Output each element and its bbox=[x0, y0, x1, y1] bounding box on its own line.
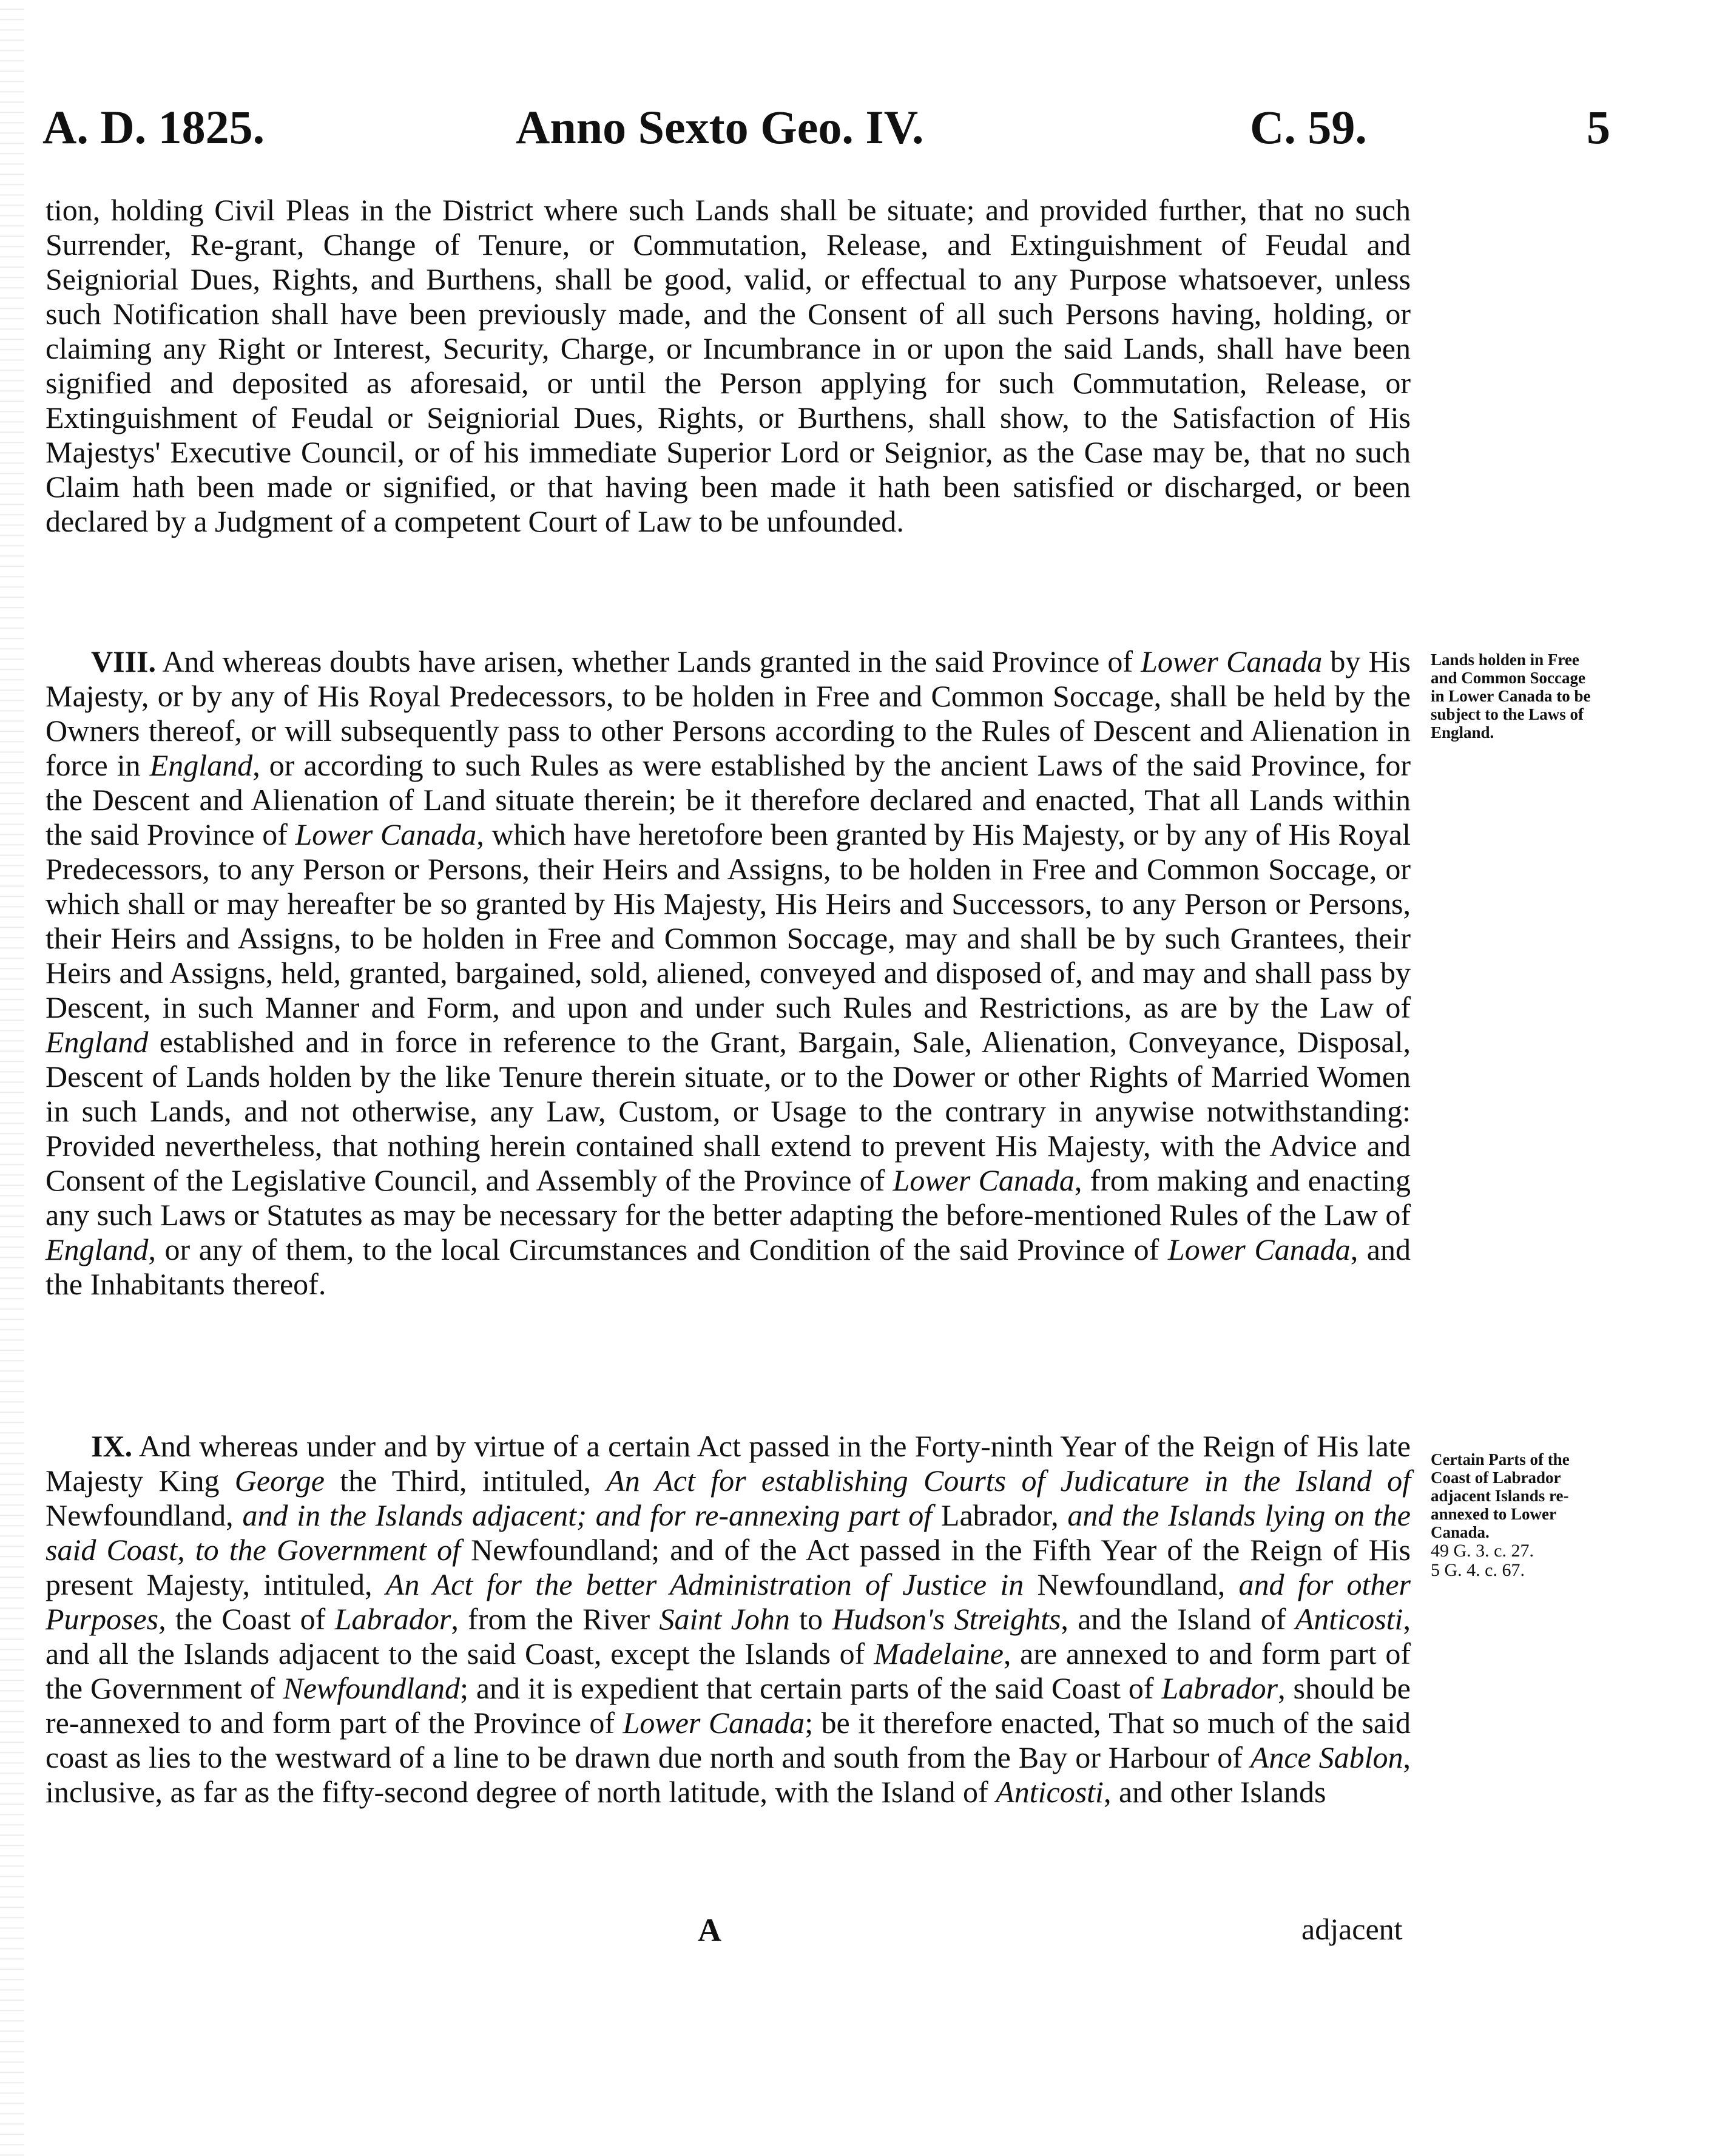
binding-gutter bbox=[0, 0, 24, 2156]
page-number: 5 bbox=[1587, 101, 1610, 154]
section-ix-text: IX. And whereas under and by virtue of a certain Act passed in the Forty-ninth Year of the Reign of His late Majesty King George the Third, intituled, An Act for establishing Courts of Judicature in the Island of Newfoundland, and in the Islands adjacent; and for re-annexing part of Labrador, and the Islands lying on the said Coast, to the Government of Newfoundland; and of the Act passed in the Fifth Year of the Reign of His present Majesty, intituled, An Act for the better Administration of Justice in Newfoundland, and for other Purposes, the Coast of Labrador, from the River Saint John to Hudson's Streights, and the Island of Anticosti, and all the Islands adjacent to the said Coast, except the Islands of Madelaine, are annexed to and form part of the Government of Newfoundland; and it is expedient that certain parts of the said Coast of Labrador, should be re-annexed to and form part of the Province of Lower Canada; be it therefore enacted, That so much of the said coast as lies to the westward of a line to be drawn due north and south from the Bay or Harbour of Ance Sablon, inclusive, as far as the fifty-second degree of north latitude, with the Island of Anticosti, and other Islands bbox=[46, 1429, 1411, 1809]
marginal-note-text: Lands holden in Free and Common Soccage in Lower Canada to be subject to the Laws of England. bbox=[1431, 651, 1591, 742]
header-regnal-year: Anno Sexto Geo. IV. bbox=[516, 101, 924, 154]
marginal-note-ix bbox=[1431, 1450, 1601, 1580]
running-header bbox=[42, 91, 1614, 164]
header-year: A. D. 1825. bbox=[42, 101, 265, 154]
paragraph-text: tion, holding Civil Pleas in the District where such Lands shall be situate; and provided further, that no such Surrender, Re-grant, Change of Tenure, or Commutation, Release, and Extinguishment of Feudal and Seigniorial Dues, Rights, and Burthens, shall be good, valid, or effectual to any Purpose whatsoever, unless such Notification shall have been previously made, and the Consent of all such Persons having, holding, or claiming any Right or Interest, Security, Charge, or Incumbrance in or upon the said Lands, shall have been signified and deposited as aforesaid, or until the Person applying for such Commutation, Release, or Extinguishment of Feudal or Seigniorial Dues, Rights, or Burthens, shall show, to the Satisfaction of His Majestys' Executive Council, or of his immediate Superior Lord or Seignior, as the Case may be, that no such Claim hath been made or signified, or that having been made it hath been satisfied or discharged, or been declared by a Judgment of a competent Court of Law to be unfounded. bbox=[46, 193, 1411, 538]
paragraph-continuation bbox=[46, 193, 1411, 539]
section-viii bbox=[46, 644, 1411, 1302]
catchword: adjacent bbox=[1301, 1912, 1403, 1946]
statute-citation: 49 G. 3. c. 27. bbox=[1431, 1541, 1534, 1561]
marginal-note-text: Certain Parts of the Coast of Labrador adjacent Islands re-annexed to Lower Canada. bbox=[1431, 1450, 1570, 1541]
marginal-note-viii bbox=[1431, 651, 1601, 742]
section-number: VIII. bbox=[91, 644, 156, 678]
statute-citation: 5 G. 4. c. 67. bbox=[1431, 1560, 1525, 1580]
section-viii-text: VIII. And whereas doubts have arisen, whether Lands granted in the said Province of Lower Canada by His Majesty, or by any of His Royal Predecessors, to be holden in Free and Common Soccage, shall be held by the Owners thereof, or will subsequently pass to other Persons according to the Rules of Descent and Alienation in force in England, or according to such Rules as were established by the ancient Laws of the said Province, for the Descent and Alienation of Land situate therein; be it therefore declared and enacted, That all Lands within the said Province of Lower Canada, which have heretofore been granted by His Majesty, or by any of His Royal Predecessors, to any Person or Persons, their Heirs and Assigns, to be holden in Free and Common Soccage, or which shall or may hereafter be so granted by His Majesty, His Heirs and Successors, to any Person or Persons, their Heirs and Assigns, to be holden in Free and Common Soccage, may and shall be by such Grantees, their Heirs and Assigns, held, granted, bargained, sold, aliened, conveyed and disposed of, and may and shall pass by Descent, in such Manner and Form, and upon and under such Rules and Restrictions, as are by the Law of England established and in force in reference to the Grant, Bargain, Sale, Alienation, Conveyance, Disposal, Descent of Lands holden by the like Tenure therein situate, or to the Dower or other Rights of Married Women in such Lands, and not otherwise, any Law, Custom, or Usage to the contrary in anywise notwithstanding: Provided nevertheless, that nothing herein contained shall extend to prevent His Majesty, with the Advice and Consent of the Legislative Council, and Assembly of the Province of Lower Canada, from making and enacting any such Laws or Statutes as may be necessary for the better adapting the before-mentioned Rules of the Law of England, or any of them, to the local Circumstances and Condition of the said Province of Lower Canada, and the Inhabitants thereof. bbox=[46, 644, 1411, 1301]
header-chapter: C. 59. bbox=[1250, 101, 1367, 154]
signature-mark: A bbox=[698, 1912, 721, 1948]
section-number: IX. bbox=[91, 1429, 133, 1463]
section-ix bbox=[46, 1429, 1411, 1810]
